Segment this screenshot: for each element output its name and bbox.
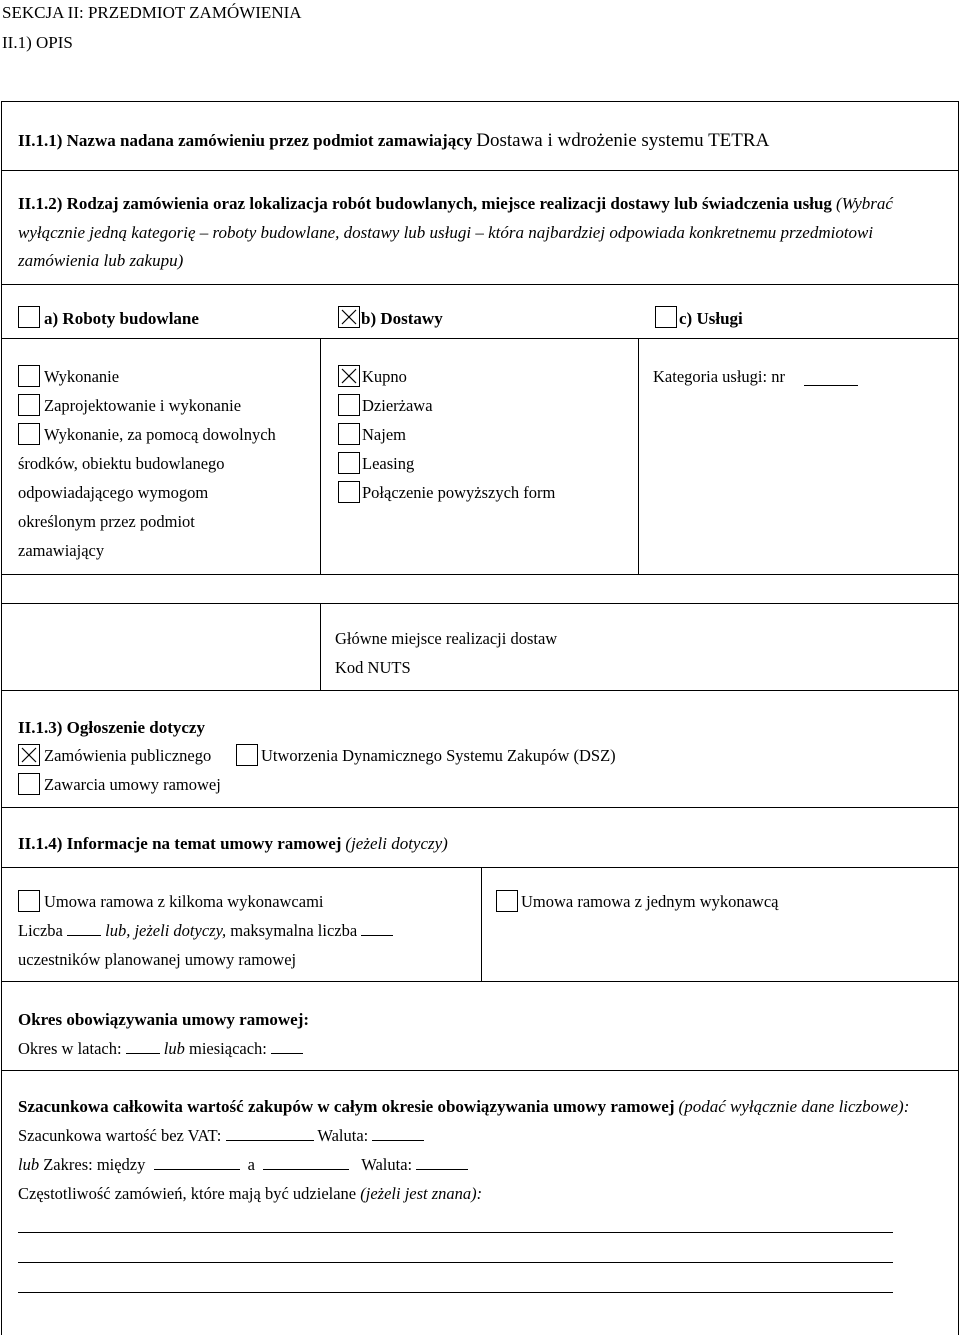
category-services-checkbox[interactable]: [655, 306, 677, 328]
delivery-place-label: Główne miejsce realizacji dostaw: [335, 629, 558, 648]
works-option-3-label: Wykonanie, za pomocą dowolnych: [44, 425, 276, 444]
frequency-row: [18, 1184, 482, 1204]
range-row: [18, 1155, 468, 1175]
ii114-note: (jeżeli dotyczy): [345, 834, 448, 853]
ii114-heading: [18, 834, 448, 854]
framework-multi-checkbox[interactable]: [18, 890, 40, 912]
ii112-label: II.1.2) Rodzaj zamówienia oraz lokalizacja robót budowlanych, miejsce realizacji dostawy lub świadczenia usług: [18, 194, 832, 213]
frame-right: [958, 101, 959, 1335]
works-option-1-checkbox[interactable]: [18, 365, 40, 387]
supplies-option-dzierzawa-label: Dzierżawa: [362, 396, 433, 415]
value-currency-blank[interactable]: [372, 1139, 424, 1141]
col-divider-2: [638, 338, 639, 574]
participants-max-label: maksymalna liczba: [230, 921, 358, 940]
services-category-label: Kategoria usługi: nr: [653, 367, 785, 386]
duration-months-blank[interactable]: [271, 1052, 303, 1054]
participants-or-label: lub, jeżeli dotyczy,: [105, 921, 227, 940]
category-services-label: c) Usługi: [679, 309, 743, 328]
frequency-line-2[interactable]: [18, 1262, 893, 1263]
notice-public-checkbox[interactable]: [18, 744, 40, 766]
divider-4: [1, 574, 959, 575]
divider-2: [1, 284, 959, 285]
frame-top: [1, 101, 959, 102]
x-mark-icon: [339, 307, 359, 327]
x-mark-icon: [339, 366, 359, 386]
supplies-option-combo-checkbox[interactable]: [338, 481, 360, 503]
duration-years-blank[interactable]: [126, 1052, 160, 1054]
divider-1: [1, 170, 959, 171]
ii112-note-3: zamówienia lub zakupu): [18, 251, 184, 270]
divider-8: [1, 867, 959, 868]
divider-3: [1, 338, 959, 339]
works-option-1-label: Wykonanie: [44, 367, 120, 386]
notice-framework-checkbox[interactable]: [18, 773, 40, 795]
participants-row: [18, 921, 393, 941]
duration-row: [18, 1039, 303, 1059]
ii113-label: II.1.3) Ogłoszenie dotyczy: [18, 718, 205, 737]
duration-months-label: miesiącach:: [189, 1039, 267, 1058]
divider-10: [1, 1070, 959, 1071]
value-novat-label: Szacunkowa wartość bez VAT:: [18, 1126, 222, 1145]
divider-9: [1, 981, 959, 982]
duration-years-label: Okres w latach:: [18, 1039, 122, 1058]
divider-6: [1, 690, 959, 691]
notice-dsz-checkbox[interactable]: [236, 744, 258, 766]
category-works-label: a) Roboty budowlane: [44, 309, 199, 328]
framework-multi-label: Umowa ramowa z kilkoma wykonawcami: [44, 892, 324, 911]
ii112-heading: [18, 194, 893, 214]
range-currency-label: Waluta:: [361, 1155, 413, 1174]
framework-single-label: Umowa ramowa z jednym wykonawcą: [521, 892, 779, 911]
value-heading: [18, 1097, 909, 1117]
works-option-3-cont-4: zamawiający: [18, 541, 105, 560]
notice-public-label: Zamówienia publicznego: [44, 746, 212, 765]
range-from-blank[interactable]: [154, 1168, 240, 1170]
value-note: (podać wyłącznie dane liczbowe):: [678, 1097, 910, 1116]
ii111-label: II.1.1) Nazwa nadana zamówieniu przez podmiot zamawiający: [18, 131, 473, 150]
place-col-divider: [320, 603, 321, 690]
ii111-row: [18, 130, 769, 152]
works-option-3-checkbox[interactable]: [18, 423, 40, 445]
frame-left: [1, 101, 2, 1335]
x-mark-icon: [19, 745, 39, 765]
services-category-blank[interactable]: [804, 385, 858, 386]
supplies-option-leasing-label: Leasing: [362, 454, 415, 473]
nuts-label: Kod NUTS: [335, 658, 411, 677]
frequency-label: Częstotliwość zamówień, które mają być udzielane: [18, 1184, 357, 1203]
value-novat-blank[interactable]: [226, 1139, 314, 1141]
notice-framework-label: Zawarcia umowy ramowej: [44, 775, 221, 794]
value-title: Szacunkowa całkowita wartość zakupów w całym okresie obowiązywania umowy ramowej: [18, 1097, 675, 1116]
supplies-option-dzierzawa-checkbox[interactable]: [338, 394, 360, 416]
framework-single-checkbox[interactable]: [496, 890, 518, 912]
section-title: SEKCJA II: PRZEDMIOT ZAMÓWIENIA: [2, 3, 302, 22]
framework-col-divider: [481, 867, 482, 981]
ii111-value: Dostawa i wdrożenie systemu TETRA: [476, 130, 770, 151]
range-and-label: a: [247, 1155, 255, 1174]
participants-count-label: Liczba: [18, 921, 63, 940]
value-row: [18, 1126, 424, 1146]
supplies-option-leasing-checkbox[interactable]: [338, 452, 360, 474]
value-currency-label: Waluta:: [317, 1126, 369, 1145]
category-supplies-label: b) Dostawy: [361, 309, 443, 328]
col-divider-1: [320, 338, 321, 574]
participants-count-blank[interactable]: [67, 934, 101, 936]
notice-dsz-label: Utworzenia Dynamicznego Systemu Zakupów (DSZ): [261, 746, 616, 765]
ii112-note-2: wyłącznie jedną kategorię – roboty budowlane, dostawy lub usługi – która najbardziej odpowiada konkretnemu przedmiotowi: [18, 223, 874, 242]
works-option-2-label: Zaprojektowanie i wykonanie: [44, 396, 242, 415]
frequency-line-3[interactable]: [18, 1292, 893, 1293]
duration-title: Okres obowiązywania umowy ramowej:: [18, 1010, 310, 1029]
supplies-option-kupno-label: Kupno: [362, 367, 407, 386]
works-option-3-cont-3: określonym przez podmiot: [18, 512, 195, 531]
supplies-option-combo-label: Połączenie powyższych form: [362, 483, 556, 502]
ii112-note-1: (Wybrać: [835, 194, 893, 213]
supplies-option-najem-label: Najem: [362, 425, 406, 444]
participants-caption: uczestników planowanej umowy ramowej: [18, 950, 297, 969]
frequency-note: (jeżeli jest znana):: [360, 1184, 483, 1203]
ii114-label: II.1.4) Informacje na temat umowy ramowej: [18, 834, 342, 853]
works-option-3-cont-1: środków, obiektu budowlanego: [18, 454, 225, 473]
participants-max-blank[interactable]: [361, 934, 393, 936]
works-option-3-cont-2: odpowiadającego wymogom: [18, 483, 209, 502]
category-supplies-checkbox[interactable]: [338, 306, 360, 328]
section-subtitle: II.1) OPIS: [2, 33, 73, 52]
range-between-label: Zakres: między: [43, 1155, 146, 1174]
range-or-label: lub: [18, 1155, 40, 1174]
divider-5: [1, 603, 959, 604]
category-works-checkbox[interactable]: [18, 306, 40, 328]
duration-or-label: lub: [163, 1039, 185, 1058]
works-option-2-checkbox[interactable]: [18, 394, 40, 416]
supplies-option-najem-checkbox[interactable]: [338, 423, 360, 445]
frequency-line-1[interactable]: [18, 1232, 893, 1233]
divider-7: [1, 807, 959, 808]
range-to-blank[interactable]: [263, 1168, 349, 1170]
range-currency-blank[interactable]: [416, 1168, 468, 1170]
supplies-option-kupno-checkbox[interactable]: [338, 365, 360, 387]
